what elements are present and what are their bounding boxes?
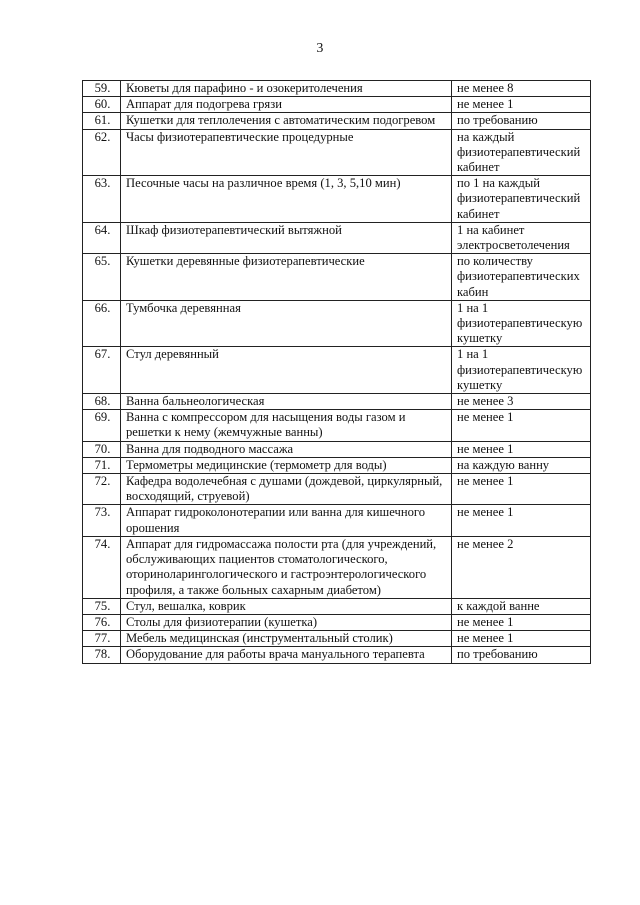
row-number-cell: 69. <box>83 410 121 441</box>
table-row <box>83 300 591 347</box>
quantity-cell: на каждый физиотерапевтический кабинет <box>452 129 591 176</box>
item-name-cell: Аппарат для гидромассажа полости рта (для учреждений, обслуживающих пациентов стоматологического, оториноларингологического и гастроэнтерологического профиля, а также больных сахарным диабетом) <box>121 536 452 598</box>
quantity-cell: по количеству физиотерапевтических кабин <box>452 254 591 301</box>
row-number-cell: 75. <box>83 598 121 614</box>
item-name-cell: Термометры медицинские (термометр для воды) <box>121 457 452 473</box>
table-row <box>83 441 591 457</box>
table-row <box>83 536 591 598</box>
row-number-cell: 74. <box>83 536 121 598</box>
row-number-cell: 78. <box>83 647 121 663</box>
item-name-cell: Часы физиотерапевтические процедурные <box>121 129 452 176</box>
table-row <box>83 474 591 505</box>
table-row <box>83 176 591 223</box>
quantity-cell: не менее 1 <box>452 97 591 113</box>
item-name-cell: Аппарат гидроколонотерапии или ванна для кишечного орошения <box>121 505 452 536</box>
item-name-cell: Ванна с компрессором для насыщения воды газом и решетки к нему (жемчужные ванны) <box>121 410 452 441</box>
item-name-cell: Аппарат для подогрева грязи <box>121 97 452 113</box>
table-row <box>83 598 591 614</box>
row-number-cell: 76. <box>83 614 121 630</box>
item-name-cell: Кушетки деревянные физиотерапевтические <box>121 254 452 301</box>
quantity-cell: по 1 на каждый физиотерапевтический кабинет <box>452 176 591 223</box>
table-row <box>83 97 591 113</box>
table-row <box>83 505 591 536</box>
table-row <box>83 614 591 630</box>
item-name-cell: Стул, вешалка, коврик <box>121 598 452 614</box>
row-number-cell: 72. <box>83 474 121 505</box>
table-row <box>83 254 591 301</box>
quantity-cell: по требованию <box>452 113 591 129</box>
quantity-cell: на каждую ванну <box>452 457 591 473</box>
quantity-cell: не менее 1 <box>452 614 591 630</box>
item-name-cell: Тумбочка деревянная <box>121 300 452 347</box>
row-number-cell: 77. <box>83 631 121 647</box>
table-row <box>83 457 591 473</box>
row-number-cell: 59. <box>83 81 121 97</box>
item-name-cell: Мебель медицинская (инструментальный столик) <box>121 631 452 647</box>
item-name-cell: Оборудование для работы врача мануального терапевта <box>121 647 452 663</box>
table-row <box>83 113 591 129</box>
quantity-cell: не менее 1 <box>452 441 591 457</box>
table-row <box>83 647 591 663</box>
table-row <box>83 129 591 176</box>
page-number: 3 <box>316 41 324 56</box>
quantity-cell: к каждой ванне <box>452 598 591 614</box>
row-number-cell: 61. <box>83 113 121 129</box>
equipment-table <box>82 80 591 664</box>
item-name-cell: Шкаф физиотерапевтический вытяжной <box>121 222 452 253</box>
quantity-cell: 1 на 1 физиотерапевтическую кушетку <box>452 347 591 394</box>
row-number-cell: 73. <box>83 505 121 536</box>
item-name-cell: Кюветы для парафино - и озокеритолечения <box>121 81 452 97</box>
row-number-cell: 64. <box>83 222 121 253</box>
quantity-cell: 1 на кабинет электросветолечения <box>452 222 591 253</box>
row-number-cell: 66. <box>83 300 121 347</box>
row-number-cell: 62. <box>83 129 121 176</box>
table-row <box>83 631 591 647</box>
item-name-cell: Песочные часы на различное время (1, 3, 5,10 мин) <box>121 176 452 223</box>
quantity-cell: не менее 1 <box>452 410 591 441</box>
quantity-cell: не менее 2 <box>452 536 591 598</box>
item-name-cell: Кушетки для теплолечения с автоматическим подогревом <box>121 113 452 129</box>
row-number-cell: 71. <box>83 457 121 473</box>
item-name-cell: Столы для физиотерапии (кушетка) <box>121 614 452 630</box>
item-name-cell: Стул деревянный <box>121 347 452 394</box>
row-number-cell: 65. <box>83 254 121 301</box>
row-number-cell: 70. <box>83 441 121 457</box>
table-row <box>83 394 591 410</box>
table-row <box>83 81 591 97</box>
quantity-cell: не менее 3 <box>452 394 591 410</box>
quantity-cell: не менее 1 <box>452 631 591 647</box>
row-number-cell: 67. <box>83 347 121 394</box>
table-row <box>83 347 591 394</box>
item-name-cell: Ванна бальнеологическая <box>121 394 452 410</box>
quantity-cell: не менее 8 <box>452 81 591 97</box>
equipment-table-body <box>83 81 591 664</box>
row-number-cell: 68. <box>83 394 121 410</box>
row-number-cell: 60. <box>83 97 121 113</box>
quantity-cell: не менее 1 <box>452 505 591 536</box>
item-name-cell: Кафедра водолечебная с душами (дождевой, циркулярный, восходящий, струевой) <box>121 474 452 505</box>
quantity-cell: по требованию <box>452 647 591 663</box>
quantity-cell: не менее 1 <box>452 474 591 505</box>
row-number-cell: 63. <box>83 176 121 223</box>
table-row <box>83 410 591 441</box>
table-row <box>83 222 591 253</box>
quantity-cell: 1 на 1 физиотерапевтическую кушетку <box>452 300 591 347</box>
item-name-cell: Ванна для подводного массажа <box>121 441 452 457</box>
